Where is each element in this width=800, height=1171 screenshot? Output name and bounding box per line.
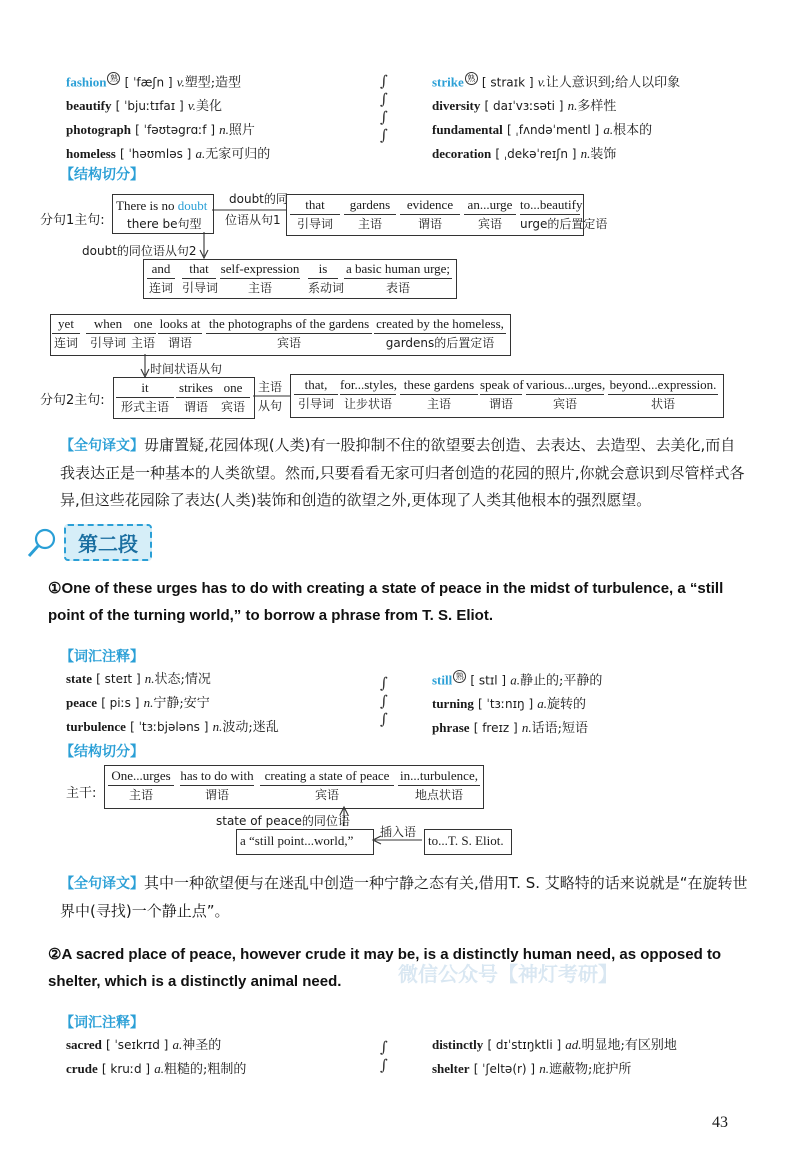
diagram-role: urge的后置定语 [520,217,608,231]
vocab-meaning: 静止的;平静的 [520,673,603,689]
vocab-meaning: 塑型;造型 [184,75,242,91]
diagram-role: 主语 [426,397,451,411]
diagram-word: looks at [159,316,201,331]
there-text: There is no doubt [116,198,208,213]
page-number: 43 [712,1114,728,1131]
diagram-word: these gardens [403,377,475,392]
clause-label-1: 分句1主句: [40,213,105,228]
vocab-meaning: 照片 [228,123,255,139]
vocab-pos: a. [603,122,614,138]
main-label: 主干: [66,786,97,801]
vocab-word: decoration [432,146,492,162]
familiar-badge: 熟 [465,72,478,85]
diagram-word: in...turbulence, [400,768,478,783]
vocab-word: shelter [432,1061,470,1076]
vocab-phonetic: [ ˈseɪkrɪd ] [106,1038,169,1052]
diagram-word: for...styles, [340,377,398,392]
vocab-phonetic: [ ˈfæʃn ] [124,75,173,90]
vocab-meaning: 让人意识到;给人以印象 [545,75,681,91]
watermark: 微信公众号【神灯考研】 [398,962,618,986]
diagram-word: evidence [406,197,454,212]
vocab-phonetic: [ kruːd ] [101,1062,151,1076]
section-header [26,524,152,561]
there-role: there be句型 [127,217,202,231]
vocab-meaning: 波动;迷乱 [222,720,279,735]
diagram-word: created by the homeless, [376,316,504,331]
diagram-role: gardens的后置定语 [385,336,495,350]
familiar-badge: 熟 [453,670,466,683]
diagram-role: 引导词 [89,336,126,350]
diagram-word: has to do with [180,768,254,783]
diagram-role: 谓语 [417,217,442,231]
vocab-list-2-left [66,670,279,742]
vocab-meaning: 宁静;安宁 [153,696,210,711]
doubt-appos-1a: doubt的同 [229,192,288,206]
vocab-pos: v. [537,74,546,90]
vocab-pos: n. [144,671,155,686]
vocab-word: fashion [66,74,107,90]
swirl-divider: ∫ ∫ [380,1038,388,1074]
vocab-meaning: 遮蔽物;庇护所 [549,1062,632,1077]
vocab-meaning: 旋转的 [547,697,587,713]
vocab-phonetic: [ stɪl ] [470,673,507,688]
appos-label: state of peace的同位语 [216,814,350,828]
diagram-role: 地点状语 [414,788,463,802]
vocab-pos: n. [219,122,229,138]
diagram-word: one [223,380,243,395]
vocab-pos: a. [172,1037,183,1052]
vocab-meaning: 装饰 [590,147,617,163]
diagram-role: 宾语 [314,788,339,802]
vocab-pos: ad. [565,1037,582,1052]
vocab-phonetic: [ steɪt ] [96,672,141,686]
diagram-role: 谓语 [204,788,229,802]
vocab-pos: a. [195,146,206,162]
diagram-role: 谓语 [167,336,192,350]
vocab-tag-1: 【词汇注释】 [60,649,144,665]
vocab-entry [432,1036,677,1055]
diagram-role: 引导词 [296,217,333,231]
vocab-pos: n. [521,720,532,736]
diagram-role: 系动词 [308,281,345,295]
vocab-entry [66,718,279,737]
vocab-word: fundamental [432,122,503,138]
vocab-meaning: 明显地;有区别地 [581,1038,677,1053]
vocab-pos: a. [154,1061,164,1076]
doubt-appos-2: doubt的同位语从句2 [82,244,197,258]
vocab-entry [66,1060,246,1079]
vocab-list-3-left [66,1036,246,1084]
diagram-role: 谓语 [488,397,513,411]
diagram-role: 谓语 [183,400,208,414]
diagram-role: 状语 [650,397,675,411]
diagram-role: 表语 [385,281,410,295]
diagram-role: 引导词 [182,281,219,295]
diagram-word: One...urges [111,768,171,783]
vocab-phonetic: [ ˈbjuːtɪfaɪ ] [115,99,184,114]
vocab-tag-2: 【词汇注释】 [60,1015,144,1031]
diagram-word: and [151,261,171,276]
diagram-role: 宾语 [552,397,577,411]
vocab-entry [432,670,602,690]
vocab-pos: v. [176,74,185,90]
vocab-meaning: 根本的 [613,123,653,139]
subj-clause-b: 从句 [258,399,283,413]
vocab-meaning: 神圣的 [182,1038,222,1053]
subj-clause-a: 主语 [258,380,283,394]
vocab-phonetic: [ ˈtɜːbjələns ] [130,720,209,734]
vocab-pos: n. [567,98,578,114]
diagram-word: is [318,261,328,276]
sentence-1: ①One of these urges has to do with creating a state of peace in the midst of turbulence, a “still point of the turning world,” to borrow a phrase from T. S. Eliot. [48,580,724,624]
diagram-word: a basic human urge; [345,261,451,276]
diagram-role: 宾语 [276,336,301,350]
diagram-role: 主语 [247,281,272,295]
diagram-role: 连词 [53,336,78,350]
diagram-word: beyond...expression. [609,377,717,392]
vocab-phonetic: [ piːs ] [101,696,140,710]
vocab-word: turbulence [66,719,126,734]
diagram-role: 宾语 [220,400,245,414]
diagram-word: that, [304,377,328,392]
diagram-word: self-expression [220,261,300,276]
sentence-2: ②A sacred place of peace, however crude it may be, is a distinctly human need, as opposed to shelter, which is a distinctly animal need. [48,946,722,990]
diagram-word: yet [58,316,74,331]
vocab-word: photograph [66,122,132,138]
diagram-word: that [305,197,325,212]
vocab-meaning: 无家可归的 [205,147,271,163]
vocab-word: peace [66,695,98,710]
swirl-divider: ∫ ∫ ∫ [380,674,388,728]
insert-label: 插入语 [380,825,417,839]
vocab-word: still [432,672,453,688]
vocab-phonetic: [ freɪz ] [473,721,518,736]
magnifier-icon [26,527,58,559]
vocab-phonetic: [ daɪˈvɜːsəti ] [484,99,564,114]
vocab-phonetic: [ ˈfəʊtəgrɑːf ] [135,123,216,138]
diagram-role: 主语 [128,788,153,802]
structure-tag-2: 【结构切分】 [60,744,144,760]
vocab-pos: a. [537,696,548,712]
vocab-pos: a. [510,672,521,688]
vocab-list-3-right [432,1036,677,1084]
diagram-word: an...urge [467,197,513,212]
vocab-phonetic: [ ˈʃeltə(r) ] [473,1062,536,1076]
structure-tag: 【结构切分】 [60,167,144,183]
vocab-word: homeless [66,146,116,162]
vocab-meaning: 多样性 [577,99,617,115]
vocab-pos: n. [143,695,154,710]
vocab-pos: v. [187,98,196,114]
still-point-text: a “still point...world,” [240,833,354,848]
vocab-phonetic: [ dɪˈstɪŋktli ] [487,1038,562,1052]
vocab-word: phrase [432,720,470,736]
vocab-word: strike [432,74,464,90]
translation-1: 【全句译文】毋庸置疑,花园体现(人类)有一股抑制不住的欲望要去创造、去表达、去造型、去美化,而自我表达正是一种基本的人类欲望。然而,只要看看无家可归者创造的花园的照片,你就会意识到尽管样式各异,但这些花园除了表达(人类)装饰和创造的欲望之外,更体现了人类其他根本的强烈愿望。 [60,436,745,509]
vocab-phonetic: [ ˌdekəˈreɪʃn ] [495,147,577,162]
diagram-word: gardens [349,197,391,212]
vocab-word: turning [432,696,474,712]
vocab-entry [432,1060,677,1079]
vocab-meaning: 状态;情况 [154,672,211,687]
diagram-word: strikes [179,380,213,395]
vocab-meaning: 粗糙的;粗制的 [163,1062,247,1077]
diagram-role: 主语 [130,336,155,350]
diagram-word: creating a state of peace [264,768,390,783]
diagram-word: that [189,261,209,276]
diagram-word: the photographs of the gardens [208,316,370,331]
diagram-word: various...urges, [526,377,606,392]
vocab-pos: n. [212,719,223,734]
familiar-badge: 熟 [107,72,120,85]
translation-2: 【全句译文】其中一种欲望便与在迷乱中创造一种宁静之态有关,借用T. S. 艾略特的话来说就是“在旋转世界中(寻找)一个静止点”。 [60,874,748,920]
diagram-role: 引导词 [297,397,334,411]
vocab-word: crude [66,1061,98,1076]
vocab-phonetic: [ ˈhəʊmləs ] [119,147,192,162]
vocab-entry [66,670,279,689]
clause-label-2: 分句2主句: [40,393,105,408]
vocab-meaning: 美化 [195,99,222,115]
diagram-role: 形式主语 [120,400,169,414]
diagram-word: to...beautify [520,197,583,212]
vocab-entry [432,719,602,738]
vocab-word: state [66,671,92,686]
vocab-pos: n. [580,146,591,162]
diagram-word: when [93,316,123,331]
vocab-phonetic: [ ˌfʌndəˈmentl ] [506,123,600,138]
diagram-word: one [133,316,153,331]
vocab-list-2-right [432,670,602,743]
swirl-divider: ∫ ∫ ∫ ∫ [380,72,388,144]
vocab-pos: n. [539,1061,550,1076]
diagram-word: speak of [480,377,524,392]
adv-clause-label: 时间状语从句 [150,362,223,376]
diagram-word: it [141,380,149,395]
eliot-text: to...T. S. Eliot. [428,833,504,848]
vocab-word: beautify [66,98,112,114]
section-title: 第二段 [64,524,152,561]
diagram-role: 连词 [148,281,173,295]
vocab-phonetic: [ ˈtɜːnɪŋ ] [478,697,534,712]
vocab-entry [432,695,602,714]
vocab-entry [66,694,279,713]
vocab-phonetic: [ straɪk ] [481,75,534,90]
vocab-entry [66,1036,246,1055]
vocab-word: distinctly [432,1037,484,1052]
diagram-role: 主语 [357,217,382,231]
diagram-role: 宾语 [477,217,502,231]
vocab-word: diversity [432,98,481,114]
doubt-appos-1b: 位语从句1 [225,213,281,227]
diagram-role: 让步状语 [343,397,392,411]
vocab-word: sacred [66,1037,102,1052]
vocab-meaning: 话语;短语 [531,721,589,737]
